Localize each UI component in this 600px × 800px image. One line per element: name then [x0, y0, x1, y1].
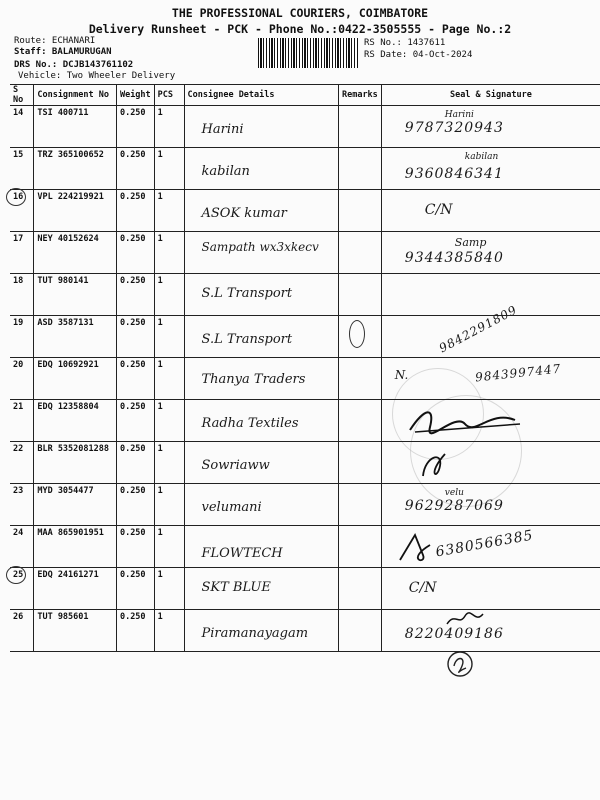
- weight: 0.250: [116, 148, 154, 190]
- pieces: 1: [154, 484, 184, 526]
- rs-date: RS Date: 04-Oct-2024: [364, 50, 473, 60]
- pieces: 1: [154, 526, 184, 568]
- table-row: [10, 442, 600, 484]
- remarks: [338, 484, 381, 526]
- table-row: [10, 190, 600, 232]
- column-header: Seal & Signature: [381, 85, 600, 106]
- consignment-number: EDQ 12358804: [34, 400, 117, 442]
- consignment-number: NEY 40152624: [34, 232, 117, 274]
- table-row: [10, 568, 600, 610]
- handwritten-phone: 9842291809: [436, 302, 520, 356]
- pieces: 1: [154, 190, 184, 232]
- serial-number: 23: [10, 484, 34, 526]
- handwritten-phone: 9787320943: [404, 120, 504, 136]
- handwritten-note: C/N: [424, 202, 453, 218]
- consignee-handwritten: Thanya Traders: [201, 372, 306, 387]
- signature: N.: [394, 368, 409, 382]
- serial-number: 24: [10, 526, 34, 568]
- table-row: [10, 316, 600, 358]
- weight: 0.250: [116, 484, 154, 526]
- staff-label: Staff: BALAMURUGAN: [14, 47, 112, 57]
- drs-label: DRS No.: DCJB143761102: [14, 60, 134, 70]
- column-header: PCS: [154, 85, 184, 106]
- signature-scribble: [405, 402, 525, 438]
- signature-scribble: [415, 446, 455, 482]
- signature: Samp: [454, 236, 487, 249]
- consignment-number: MYD 3054477: [34, 484, 117, 526]
- handwritten-phone: 9360846341: [404, 166, 504, 182]
- barcode-image: [258, 38, 358, 68]
- consignee-handwritten: kabilan: [201, 164, 250, 179]
- consignee-handwritten: Harini: [201, 122, 244, 137]
- pieces: 1: [154, 148, 184, 190]
- serial-number: 19: [10, 316, 34, 358]
- remarks: [338, 106, 381, 148]
- consignee-handwritten: Sowriaww: [201, 458, 270, 473]
- pieces: 1: [154, 442, 184, 484]
- handwritten-phone: 9629287069: [404, 498, 504, 514]
- handwritten-phone: 9344385840: [404, 250, 504, 266]
- runsheet-table: [10, 84, 600, 652]
- weight: 0.250: [116, 190, 154, 232]
- consignment-number: ASD 3587131: [34, 316, 117, 358]
- weight: 0.250: [116, 610, 154, 652]
- weight: 0.250: [116, 274, 154, 316]
- consignment-number: TSI 400711: [34, 106, 117, 148]
- signature-scribble: [395, 530, 435, 566]
- consignee-handwritten: Piramanayagam: [201, 626, 309, 641]
- table-row: [10, 484, 600, 526]
- column-header: Weight: [116, 85, 154, 106]
- consignment-number: BLR 5352081288: [34, 442, 117, 484]
- serial-number: 25: [13, 570, 24, 580]
- handwritten-phone: 9843997447: [474, 361, 562, 385]
- remarks: [338, 526, 381, 568]
- serial-number: 18: [10, 274, 34, 316]
- remarks: [338, 442, 381, 484]
- serial-number: 21: [10, 400, 34, 442]
- consignment-number: EDQ 24161271: [34, 568, 117, 610]
- signature: kabilan: [464, 152, 499, 162]
- vehicle-label: Vehicle: Two Wheeler Delivery: [18, 71, 176, 81]
- consignment-number: VPL 224219921: [34, 190, 117, 232]
- signature-scribble: [445, 612, 485, 626]
- weight: 0.250: [116, 526, 154, 568]
- remarks: [338, 568, 381, 610]
- handwritten-note: C/N: [408, 580, 437, 596]
- weight: 0.250: [116, 106, 154, 148]
- signature: velu: [444, 488, 464, 498]
- serial-number: 14: [10, 106, 34, 148]
- route-label: Route: ECHANARI: [14, 36, 96, 46]
- serial-number: 20: [10, 358, 34, 400]
- pieces: 1: [154, 568, 184, 610]
- handwritten-phone: 8220409186: [404, 626, 504, 642]
- consignee-handwritten: Sampath wx3xkecv: [201, 240, 319, 254]
- consignment-number: MAA 865901951: [34, 526, 117, 568]
- consignee-handwritten: Radha Textiles: [201, 416, 299, 431]
- table-row: [10, 358, 600, 400]
- pieces: 1: [154, 274, 184, 316]
- pieces: 1: [154, 316, 184, 358]
- table-row: [10, 232, 600, 274]
- serial-number: 17: [10, 232, 34, 274]
- consignee-handwritten: S.L Transport: [201, 286, 293, 301]
- company-title: THE PROFESSIONAL COURIERS, COIMBATORE: [171, 6, 429, 20]
- pen-circle-mark: [6, 188, 26, 206]
- pieces: 1: [154, 232, 184, 274]
- table-row: [10, 610, 600, 652]
- serial-number: 16: [13, 192, 24, 202]
- serial-number: 15: [10, 148, 34, 190]
- table-header-row: [10, 85, 600, 106]
- consignee-handwritten: FLOWTECH: [201, 546, 283, 561]
- rs-number: RS No.: 1437611: [364, 38, 446, 48]
- weight: 0.250: [116, 400, 154, 442]
- remarks: [338, 190, 381, 232]
- weight: 0.250: [116, 316, 154, 358]
- consignee-handwritten: S.L Transport: [201, 332, 293, 347]
- pieces: 1: [154, 610, 184, 652]
- table-row: [10, 106, 600, 148]
- column-header: S No: [10, 85, 34, 106]
- consignee-handwritten: velumani: [201, 500, 262, 515]
- handwritten-phone: 6380566385: [434, 527, 535, 561]
- weight: 0.250: [116, 358, 154, 400]
- weight: 0.250: [116, 568, 154, 610]
- consignee-handwritten: ASOK kumar: [201, 206, 287, 221]
- column-header: Consignment No: [34, 85, 117, 106]
- table-row: [10, 148, 600, 190]
- table-row: [10, 400, 600, 442]
- runsheet-title: Delivery Runsheet - PCK - Phone No.:0422-3505555 - Page No.:2: [88, 22, 512, 36]
- consignee-handwritten: SKT BLUE: [201, 580, 271, 595]
- signature: Harini: [444, 110, 474, 120]
- remarks: [338, 232, 381, 274]
- column-header: Consignee Details: [184, 85, 338, 106]
- pieces: 1: [154, 106, 184, 148]
- pieces: 1: [154, 358, 184, 400]
- pen-circle-mark: [6, 566, 26, 584]
- column-header: Remarks: [338, 85, 381, 106]
- consignment-number: TUT 985601: [34, 610, 117, 652]
- remarks: [338, 400, 381, 442]
- pieces: 1: [154, 400, 184, 442]
- initials-mark: [444, 648, 476, 680]
- pen-scribble-mark: [349, 320, 365, 348]
- consignment-number: TUT 980141: [34, 274, 117, 316]
- table-row: [10, 526, 600, 568]
- consignment-number: TRZ 365100652: [34, 148, 117, 190]
- remarks: [338, 148, 381, 190]
- consignment-number: EDQ 10692921: [34, 358, 117, 400]
- weight: 0.250: [116, 232, 154, 274]
- serial-number: 26: [10, 610, 34, 652]
- remarks: [338, 274, 381, 316]
- remarks: [338, 358, 381, 400]
- serial-number: 22: [10, 442, 34, 484]
- weight: 0.250: [116, 442, 154, 484]
- remarks: [338, 610, 381, 652]
